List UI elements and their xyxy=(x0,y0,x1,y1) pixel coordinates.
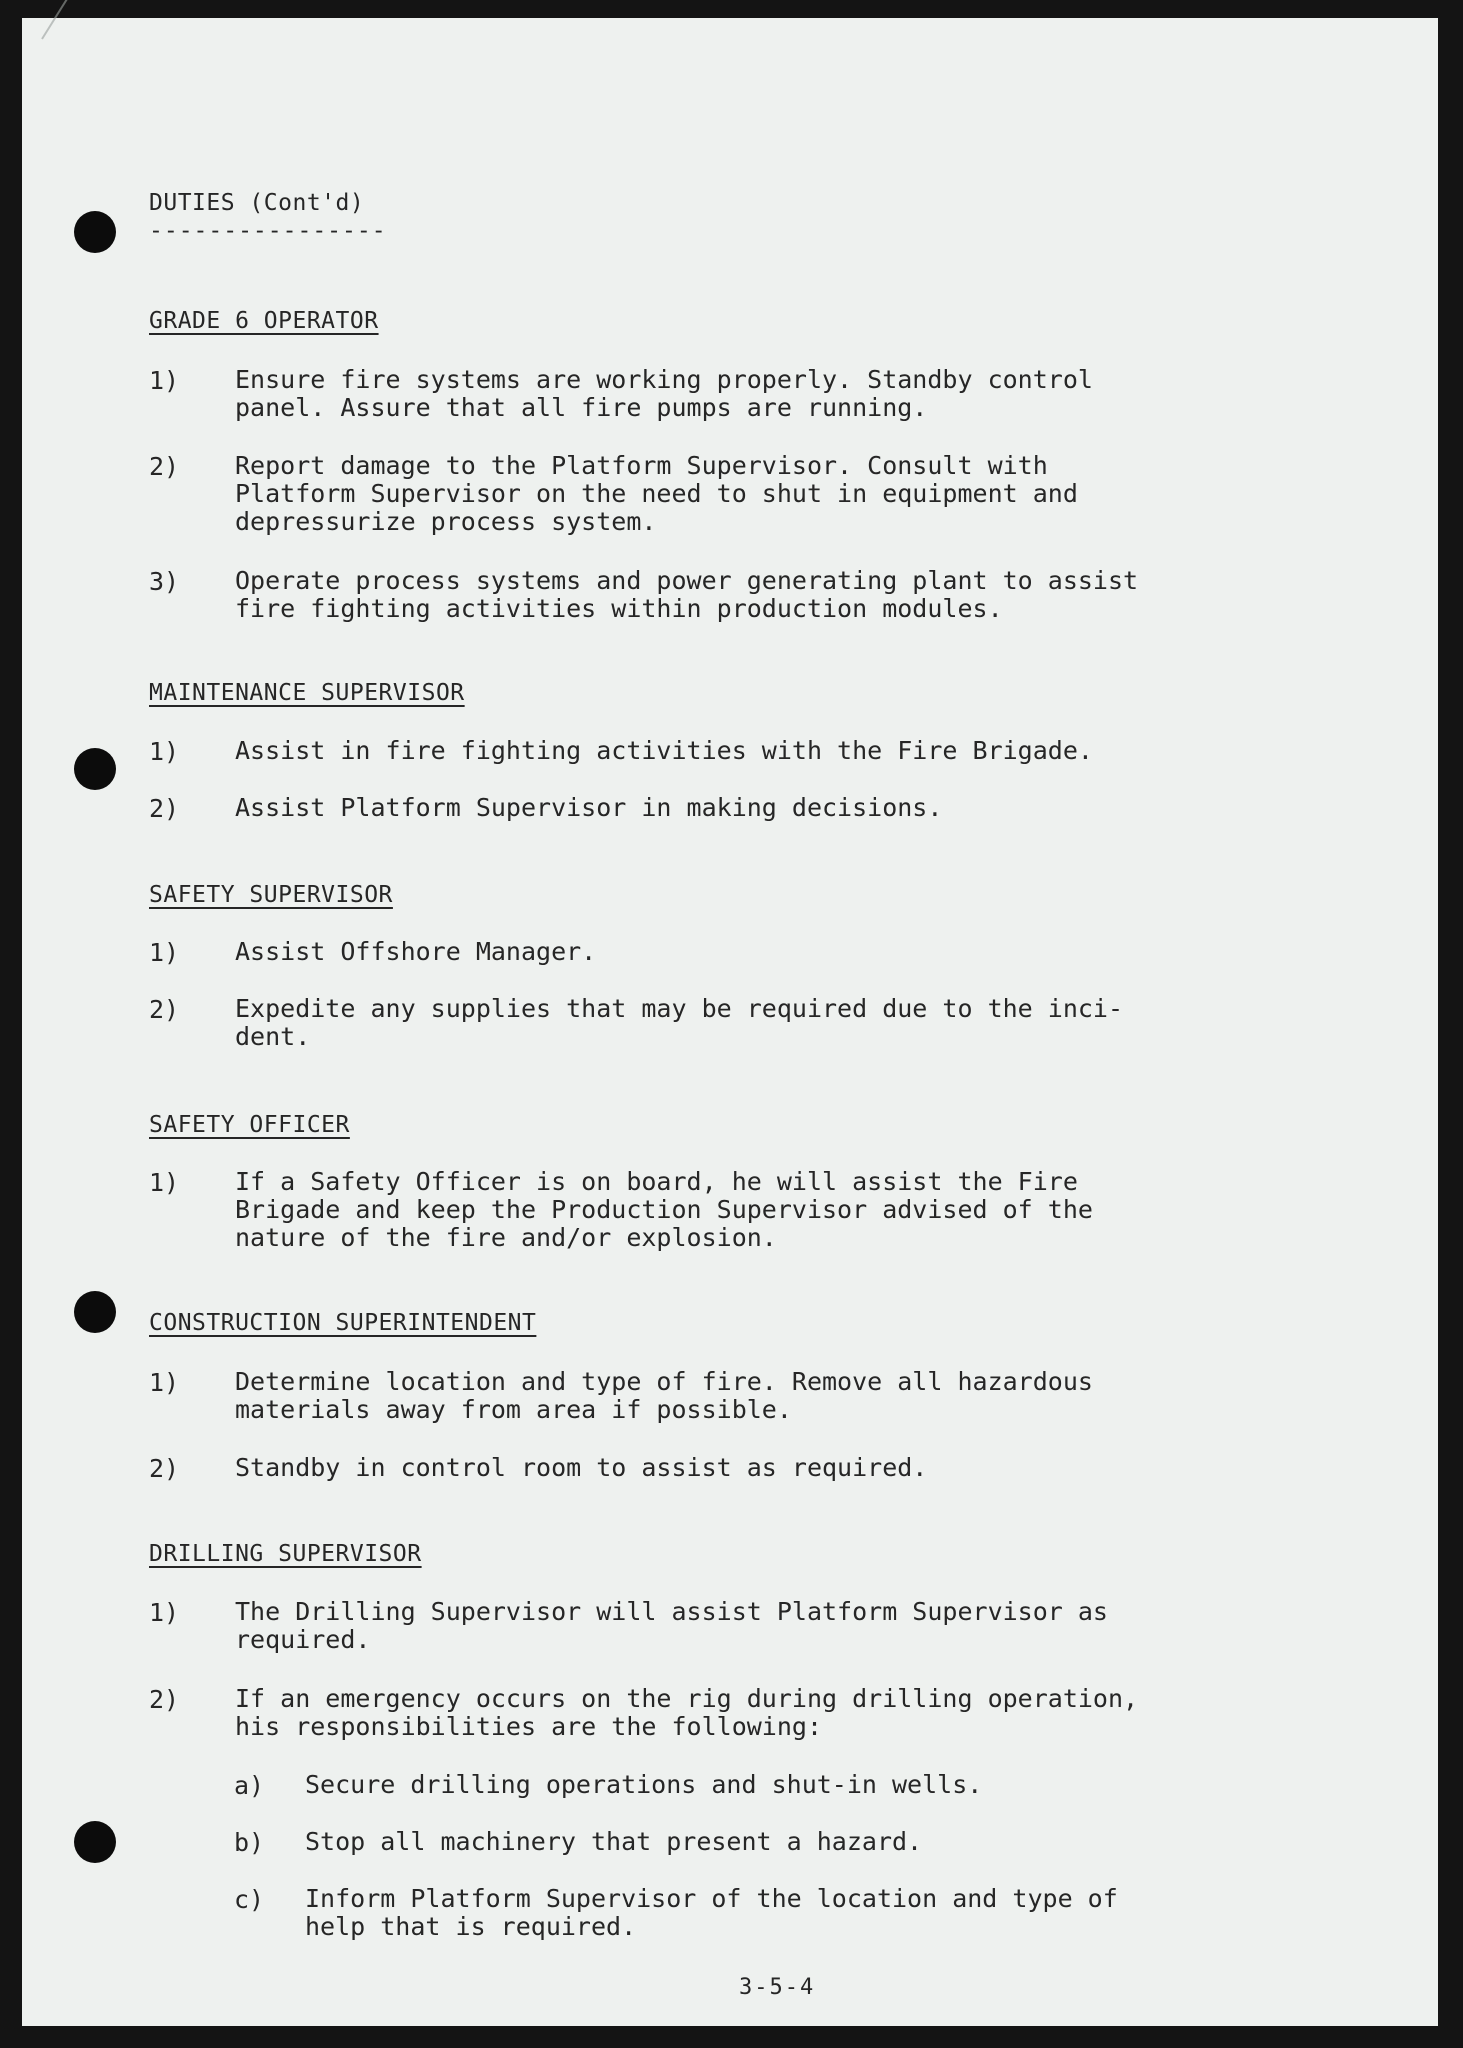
item-number: 1) xyxy=(149,1168,180,1197)
sub-item-letter: c) xyxy=(234,1885,265,1914)
item-text: Ensure fire systems are working properly. Standby control panel. Assure that all fire pumps are running. xyxy=(235,365,1093,422)
item-number: 2) xyxy=(149,995,180,1024)
section-heading: GRADE 6 OPERATOR xyxy=(149,308,379,334)
sub-item-text: Secure drilling operations and shut-in wells. xyxy=(305,1770,983,1799)
item-text: The Drilling Supervisor will assist Platform Supervisor as required. xyxy=(235,1597,1108,1654)
sub-item-letter: a) xyxy=(234,1771,265,1800)
sub-item-letter: b) xyxy=(234,1828,265,1857)
title-rule: ---------------- xyxy=(149,218,387,244)
item-text: Expedite any supplies that may be required due to the inci- dent. xyxy=(235,994,1124,1051)
item-number: 2) xyxy=(149,452,180,481)
section-heading: SAFETY OFFICER xyxy=(149,1112,350,1138)
section-heading: DRILLING SUPERVISOR xyxy=(149,1541,422,1567)
item-text: If a Safety Officer is on board, he will assist the Fire Brigade and keep the Production Supervisor advised of the nature of the fire and/or explosion. xyxy=(235,1167,1093,1252)
page-title: DUTIES (Cont'd) xyxy=(149,190,365,216)
sub-item-text: Stop all machinery that present a hazard. xyxy=(305,1827,923,1856)
item-number: 1) xyxy=(149,737,180,766)
section-heading: CONSTRUCTION SUPERINTENDENT xyxy=(149,1310,537,1336)
item-text: If an emergency occurs on the rig during drilling operation, his responsibilities are the following: xyxy=(235,1684,1139,1741)
section-heading: SAFETY SUPERVISOR xyxy=(149,882,393,908)
item-number: 1) xyxy=(149,366,180,395)
sub-item-text: Inform Platform Supervisor of the location and type of help that is required. xyxy=(305,1884,1118,1941)
section-heading: MAINTENANCE SUPERVISOR xyxy=(149,680,465,706)
punch-hole xyxy=(74,1821,116,1863)
item-text: Determine location and type of fire. Remove all hazardous materials away from area if possible. xyxy=(235,1367,1093,1424)
item-text: Operate process systems and power generating plant to assist fire fighting activities within production modules. xyxy=(235,566,1139,623)
item-number: 1) xyxy=(149,1598,180,1627)
punch-hole xyxy=(74,1291,116,1333)
item-number: 1) xyxy=(149,1368,180,1397)
item-text: Assist Platform Supervisor in making decisions. xyxy=(235,793,943,822)
item-text: Assist Offshore Manager. xyxy=(235,937,597,966)
item-number: 2) xyxy=(149,1685,180,1714)
punch-hole xyxy=(74,211,116,253)
scan-mark xyxy=(41,0,122,40)
item-text: Standby in control room to assist as required. xyxy=(235,1453,928,1482)
item-number: 3) xyxy=(149,567,180,596)
item-number: 2) xyxy=(149,1454,180,1483)
punch-hole xyxy=(74,748,116,790)
page-number: 3-5-4 xyxy=(739,1975,816,2000)
item-number: 2) xyxy=(149,794,180,823)
item-text: Assist in fire fighting activities with the Fire Brigade. xyxy=(235,736,1093,765)
document-page xyxy=(22,18,1438,2026)
item-number: 1) xyxy=(149,938,180,967)
item-text: Report damage to the Platform Supervisor. Consult with Platform Supervisor on the need to shut in equipment and depressurize process system. xyxy=(235,451,1078,536)
